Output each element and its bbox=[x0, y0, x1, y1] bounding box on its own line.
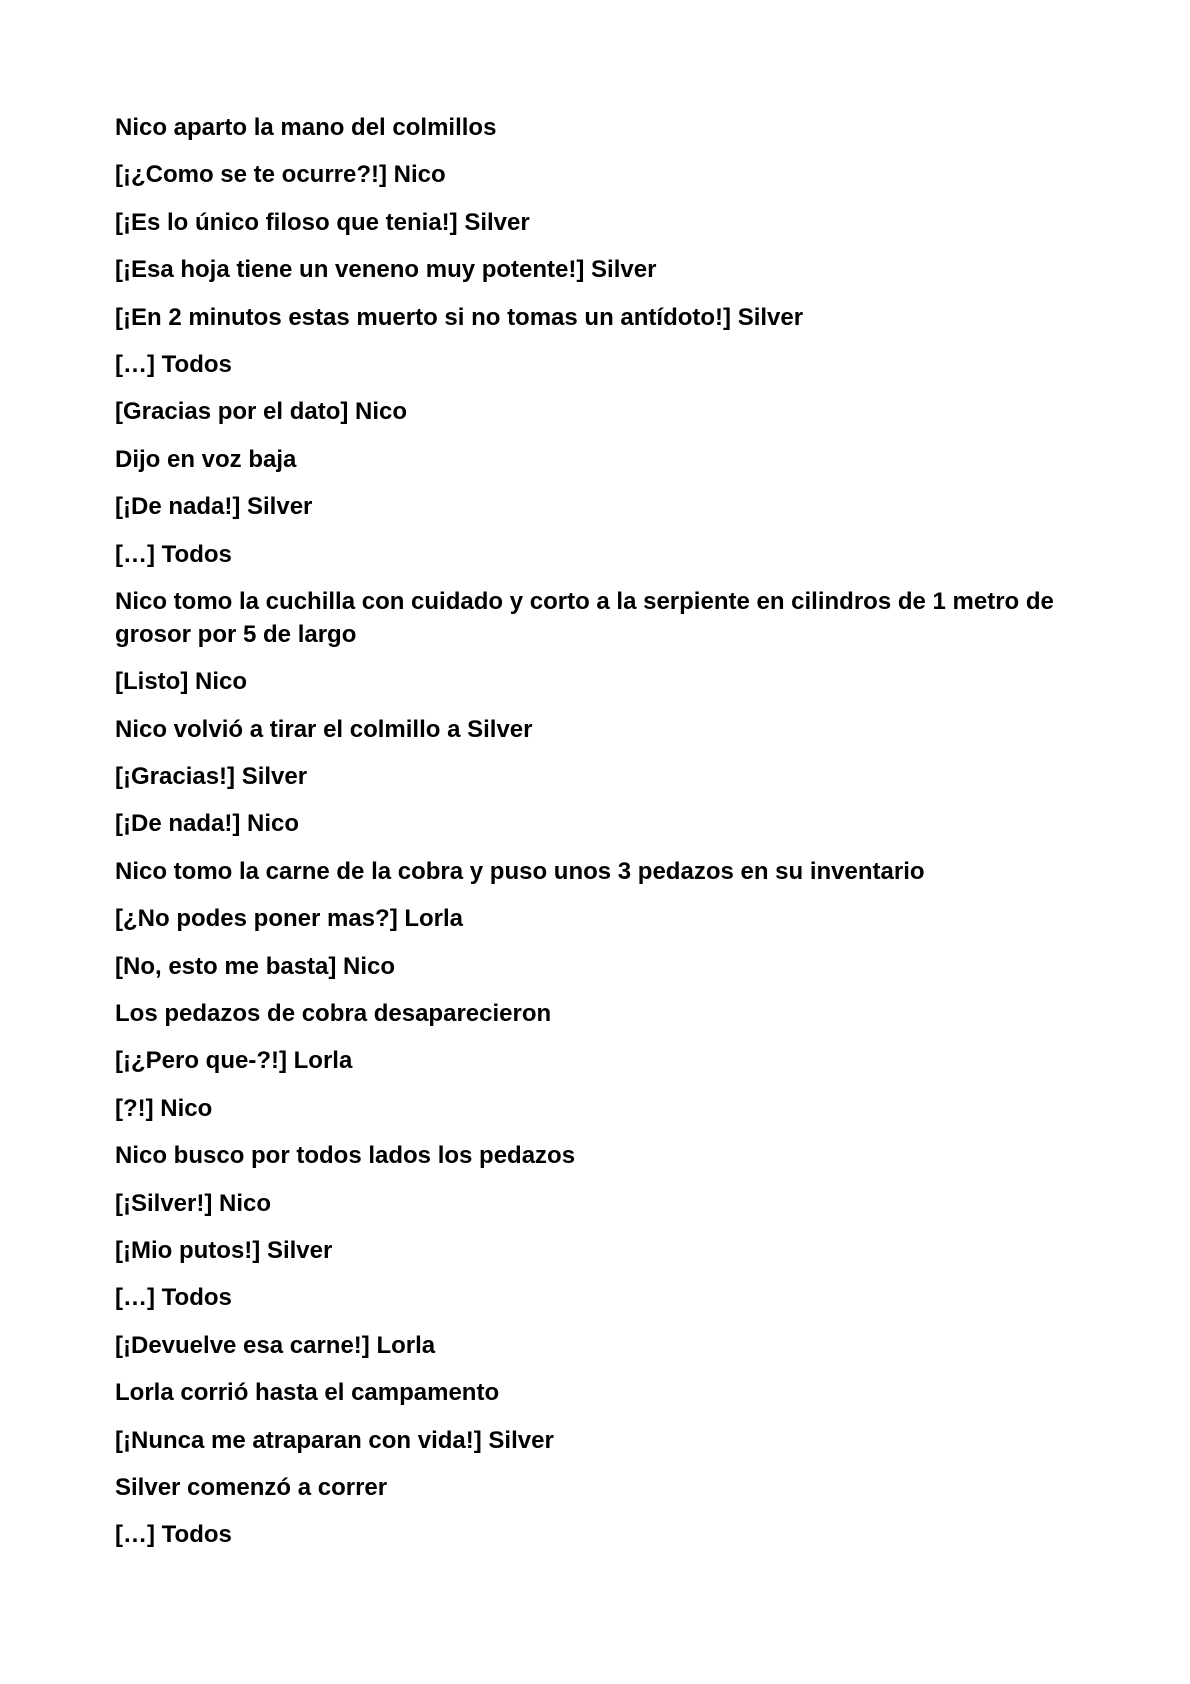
text-line: [¡Es lo único filoso que tenia!] Silver bbox=[115, 208, 530, 236]
text-line: […] Todos bbox=[115, 1284, 232, 1312]
text-line: [¡En 2 minutos estas muerto si no tomas un antídoto!] Silver bbox=[115, 303, 804, 331]
text-line: [¡Silver!] Nico bbox=[115, 1189, 272, 1217]
text-line: […] Todos bbox=[115, 1521, 232, 1549]
text-line: Los pedazos de cobra desaparecieron bbox=[115, 1000, 552, 1028]
text-line: [¡Gracias!] Silver bbox=[115, 763, 308, 791]
text-line: [No, esto me basta] Nico bbox=[115, 952, 396, 980]
text-line: [¡¿Pero que-?!] Lorla bbox=[115, 1047, 353, 1075]
text-line: [¡De nada!] Nico bbox=[115, 810, 300, 838]
text-line: [¡Devuelve esa carne!] Lorla bbox=[115, 1331, 436, 1359]
text-line: Nico tomo la carne de la cobra y puso unos 3 pedazos en su inventario bbox=[115, 857, 925, 885]
text-line: […] Todos bbox=[115, 350, 232, 378]
text-line: [¡De nada!] Silver bbox=[115, 493, 313, 521]
text-line: Silver comenzó a correr bbox=[115, 1473, 388, 1501]
text-line: [¿No podes poner mas?] Lorla bbox=[115, 905, 464, 933]
text-line: […] Todos bbox=[115, 540, 232, 568]
document-body bbox=[115, 111, 1070, 1566]
text-line: [¡¿Como se te ocurre?!] Nico bbox=[115, 161, 446, 189]
text-line: [¡Mio putos!] Silver bbox=[115, 1236, 333, 1264]
text-line: Nico tomo la cuchilla con cuidado y corto a la serpiente en cilindros de 1 metro de grosor por 5 de largo bbox=[115, 587, 1054, 648]
text-line: [Listo] Nico bbox=[115, 668, 247, 696]
text-line: [¡Esa hoja tiene un veneno muy potente!] Silver bbox=[115, 256, 657, 284]
text-line: [Gracias por el dato] Nico bbox=[115, 398, 408, 426]
text-line: Lorla corrió hasta el campamento bbox=[115, 1379, 500, 1407]
text-line: Nico volvió a tirar el colmillo a Silver bbox=[115, 715, 533, 743]
text-line: [¡Nunca me atraparan con vida!] Silver bbox=[115, 1426, 554, 1454]
text-line: Nico aparto la mano del colmillos bbox=[115, 114, 497, 141]
text-line: Dijo en voz baja bbox=[115, 445, 297, 473]
text-line: Nico busco por todos lados los pedazos bbox=[115, 1142, 576, 1170]
text-line: [?!] Nico bbox=[115, 1094, 213, 1122]
